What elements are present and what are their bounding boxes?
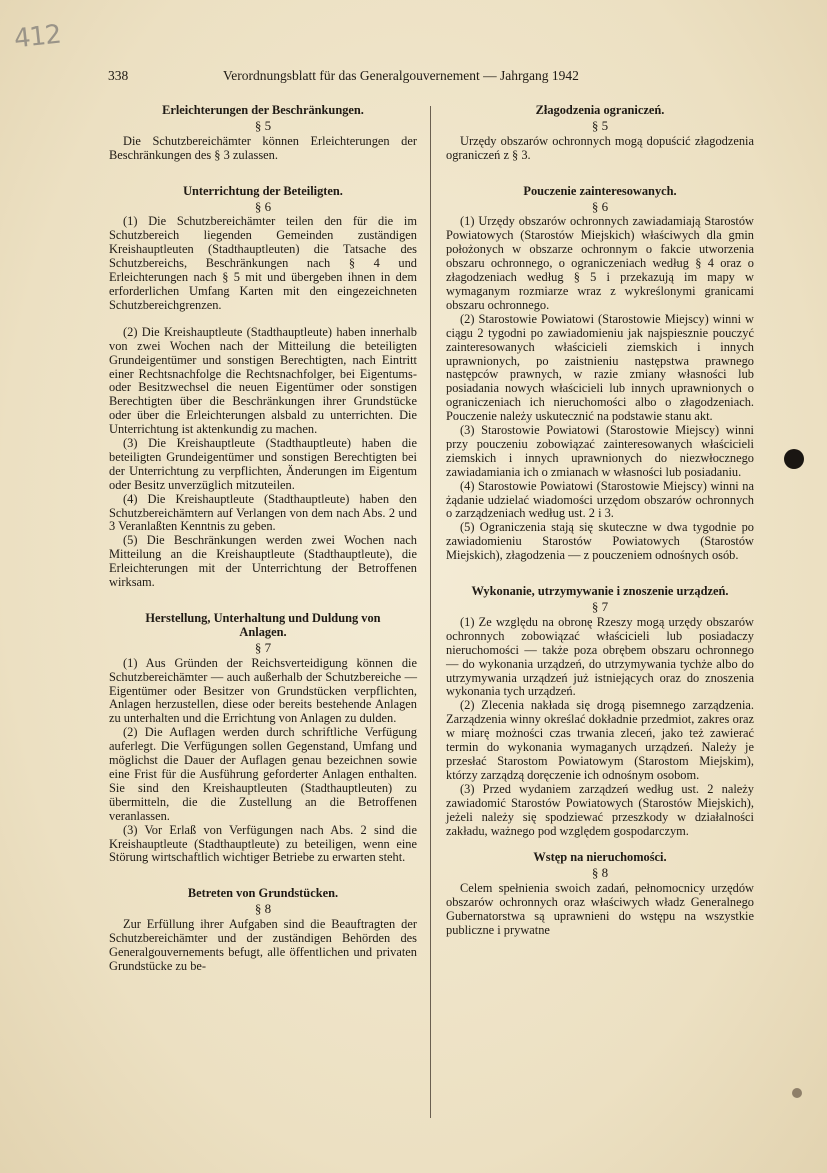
archive-number: 412 bbox=[12, 19, 63, 55]
paragraph-text: (3) Starostowie Powiatowi (Starostowie Miejscy) winni przy pouczeniu zobowiązać zainteresowanych właścicieli ziemskich i innych uprawnionych do niezwłocznego zawiadamiania ich o zmianach w własności lub posiadaniu. bbox=[446, 423, 754, 479]
paragraph-text: (2) Zlecenia nakłada się drogą pisemnego zarządzenia. Zarządzenia winny określać dokładnie przedmiot, zakres oraz w miarę możności czas trwania zleceń, jako też zawierać termin do wykonania wymaganych urządzeń. Należy je przesłać Starostom Powiatowym (Starostom Miejskim), którzy zarządzą doręczenie ich odnośnym osobom. bbox=[446, 698, 754, 782]
section-title: Herstellung, Unterhaltung und Duldung von Anlagen. bbox=[145, 611, 381, 639]
section-title: Wykonanie, utrzymywanie i znoszenie urządzeń. bbox=[471, 584, 729, 599]
section-title: Złagodzenia ograniczeń. bbox=[535, 103, 665, 117]
paragraph-text: (4) Starostowie Powiatowi (Starostowie Miejscy) winni na żądanie udzielać wiadomości urzędom obszarów ochronnych o zarządzeniach według ust. 2 i 3. bbox=[446, 478, 754, 521]
german-column bbox=[109, 104, 417, 974]
paragraph-text: (2) Die Kreishauptleute (Stadthauptleute) haben innerhalb von zwei Wochen nach der Mitteilung die beteiligten Grundeigentümer und sonstigen Berechtigten, nach Eintritt einer Rechtsnachfolge die Rechtsnachfolger, bei Eigentums- oder Besitzwechsel die neuen Eigentümer oder sonstigen Berechtigten über die Beschränkungen ihrer Grundstücke oder über die Erleichterungen alsbald zu unterrichten. Die Unterrichtung ist aktenkundig zu machen. bbox=[109, 324, 417, 437]
section-title: Erleichterungen der Beschränkungen. bbox=[162, 103, 364, 117]
paragraph-text: (2) Starostowie Powiatowi (Starostowie Miejscy) winni w ciągu 2 tygodni po zawiadomieniu jak najspiesznie pouczyć zainteresowanych właścicieli ziemskich i innych uprawnionych, po zaistnieniu następstwa prawnego następców prawnych, w razie zmiany własności lub posiadania nowych właścicieli lub innych uprawnionych o ograniczeniach ich nieruchomości albo o złagodzeniach. Pouczenie należy uskutecznić na podstawie stanu akt. bbox=[446, 311, 754, 424]
section-7-de bbox=[109, 612, 417, 865]
paragraph-sign: § 6 bbox=[591, 198, 609, 214]
paragraph-text: (5) Ograniczenia stają się skuteczne w dwa tygodnie po zawiadomieniu Starostów Powiatowych (Starostów Miejskich), złagodzenia — z pouczeniem odnośnych osób. bbox=[446, 520, 754, 563]
paragraph-text: Celem spełnienia swoich zadań, pełnomocnicy urzędów obszarów ochronnych oraz właściwych władz Generalnego Gubernatorstwa są uprawnieni do wstępu na wszystkie publiczne i prywatne bbox=[446, 881, 754, 937]
page-header bbox=[108, 68, 708, 84]
section-5-de bbox=[109, 104, 417, 163]
section-5-pl bbox=[446, 104, 754, 163]
punch-hole bbox=[784, 449, 804, 469]
section-title: Unterrichtung der Beteiligten. bbox=[183, 183, 343, 198]
paragraph-text: (5) Die Beschränkungen werden zwei Wochen nach Mitteilung an die Kreishauptleute (Stadthauptleute), die Erleichterungen mit der Unterrichtung der Betroffenen wirksam. bbox=[109, 533, 417, 590]
paragraph-sign: § 8 bbox=[254, 901, 272, 917]
paragraph-sign: § 7 bbox=[591, 599, 609, 614]
section-8-de bbox=[109, 887, 417, 973]
paragraph-text: Urzędy obszarów ochronnych mogą dopuścić złagodzenia ograniczeń z § 3. bbox=[446, 133, 754, 162]
paragraph-sign: § 5 bbox=[254, 117, 272, 133]
column-divider bbox=[430, 106, 431, 1118]
paragraph-text: (2) Die Auflagen werden durch schriftliche Verfügung auferlegt. Die Verfügungen sollen Gegenstand, Umfang und möglichst die Dauer der Auflagen genau bezeichnen sowie eine Frist für die Ausführung geforderter Anlagen enthalten. Sie sind den Kreishauptleuten (Stadthauptleuten) zu übermitteln, die die Zustellung an die Betroffenen veranlassen. bbox=[109, 725, 417, 823]
section-7-pl bbox=[446, 585, 754, 838]
running-title: Verordnungsblatt für das Generalgouvernement — Jahrgang 1942 bbox=[223, 68, 579, 83]
section-8-pl bbox=[446, 851, 754, 937]
paragraph-text: (3) Vor Erlaß von Verfügungen nach Abs. 2 sind die Kreishauptleute (Stadthauptleute) zu beteiligen, wenn eine Störung wirtschaftlich wichtiger Betriebe zu erwarten steht. bbox=[109, 822, 417, 865]
section-6-de bbox=[109, 185, 417, 590]
paragraph-text: (1) Die Schutzbereichämter teilen den für die im Schutzbereich liegenden Gemeinden zuständigen Kreishauptleuten (Stadthauptleuten) die Tatsache des Schutzbereichs, Beschränkungen nach § 4 und Erleichterungen nach § 5 mit und übergeben ihnen in dem erforderlichen Umfang Karten mit den eingezeichneten Schutzbereichgrenzen. bbox=[109, 214, 417, 312]
paragraph-text: (1) Urzędy obszarów ochronnych zawiadamiają Starostów Powiatowych (Starostów Miejskich) właściwych dla gmin położonych w obszarze ochronnym o fakcie utworzenia obszaru ochronnego, o ograniczeniach według § 4 oraz o złagodzeniach według § 5 i przekazują im mapy w wymaganym rozmiarze wraz z wykreślonymi granicami obszaru ochronnego. bbox=[446, 214, 754, 312]
paragraph-sign: § 7 bbox=[254, 639, 272, 655]
paragraph-text: Die Schutzbereichämter können Erleichterungen der Beschränkungen des § 3 zulassen. bbox=[109, 133, 417, 162]
paragraph-text: (4) Die Kreishauptleute (Stadthauptleute) haben den Schutzbereichämtern auf Verlangen von dem nach Abs. 2 und 3 Veranlaßten Kenntnis zu geben. bbox=[109, 491, 417, 534]
paragraph-text: (1) Ze względu na obronę Rzeszy mogą urzędy obszarów ochronnych zobowiązać właścicieli lub posiadaczy nieruchomości — także poza obrębem obszaru ochronnego — do wykonania urządzeń, do utrzymywania tychże albo do utrzymywania urządzeń już istniejących oraz do znoszenia wykonania tych urządzeń. bbox=[446, 614, 754, 699]
paper-stain bbox=[792, 1088, 802, 1098]
paragraph-text: (3) Die Kreishauptleute (Stadthauptleute) haben die beteiligten Grundeigentümer und sonstigen Berechtigten bei der Unterrichtung zu verpflichten, Änderungen im Eigentum oder Besitz unverzüglich mitzuteilen. bbox=[109, 436, 417, 492]
paragraph-text: (1) Aus Gründen der Reichsverteidigung können die Schutzbereichämter — auch außerhalb der Schutzbereiche — Eigentümer oder Besitzer von Grundstücken verpflichten, Anlagen herzustellen, diese oder bereits bestehende Anlagen zu unterhalten und die Errichtung von Anlagen zu dulden. bbox=[109, 655, 417, 726]
section-title: Betreten von Grundstücken. bbox=[187, 886, 339, 901]
paragraph-text: (3) Przed wydaniem zarządzeń według ust. 2 należy zawiadomić Starostów Powiatowych (Starostów Miejskich), jeżeli należy się spodziewać przeszkody w działalności zakładu, ważnego pod względem gospodarczym. bbox=[446, 781, 754, 838]
page-number: 338 bbox=[108, 68, 129, 83]
paragraph-sign: § 6 bbox=[254, 198, 272, 214]
paragraph-text: Zur Erfüllung ihrer Aufgaben sind die Beauftragten der Schutzbereichämter und der zuständigen Behörden des Generalgouvernements befugt, alle öffentlichen und privaten Grundstücke zu be- bbox=[109, 917, 417, 973]
section-6-pl bbox=[446, 185, 754, 563]
polish-column bbox=[446, 104, 754, 938]
paragraph-sign: § 8 bbox=[591, 865, 609, 881]
section-title: Wstęp na nieruchomości. bbox=[533, 850, 667, 865]
section-title: Pouczenie zainteresowanych. bbox=[523, 183, 677, 198]
paragraph-sign: § 5 bbox=[591, 117, 609, 133]
